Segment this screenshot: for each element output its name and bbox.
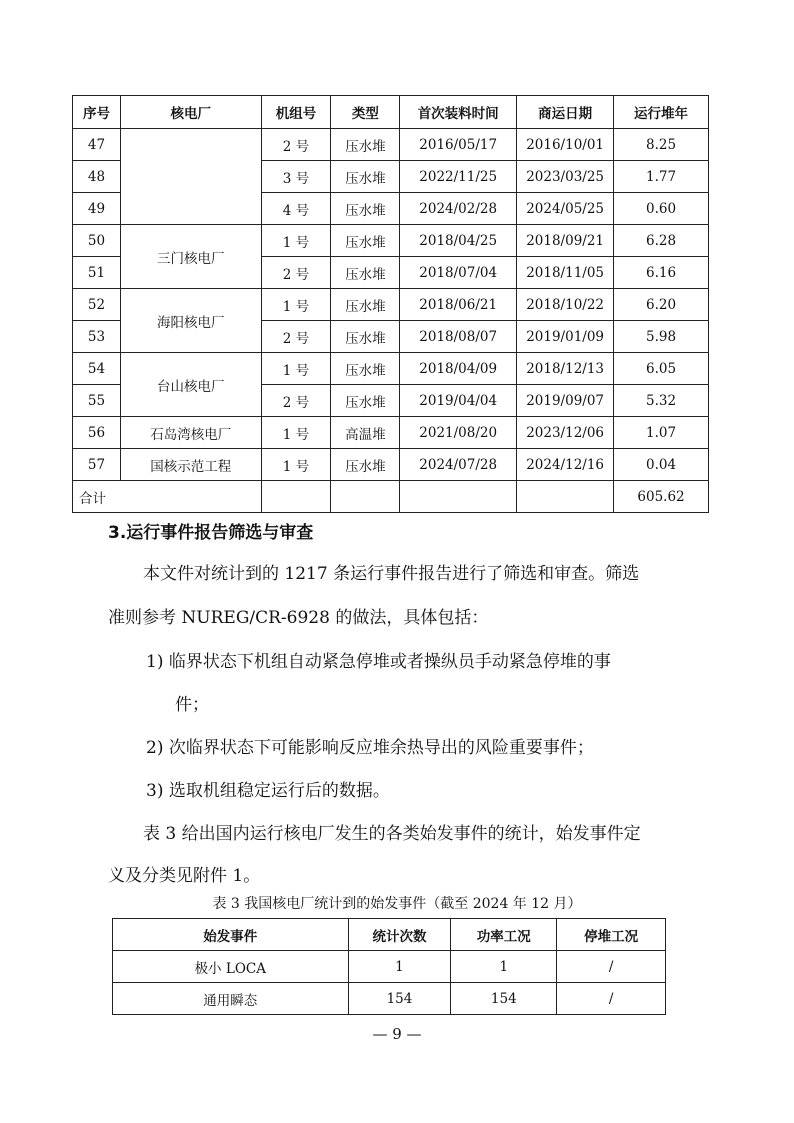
table-header-row bbox=[113, 919, 666, 951]
cell-unit: 2 号 bbox=[261, 321, 331, 353]
cell-type: 压水堆 bbox=[331, 129, 400, 161]
cell-plant: 石岛湾核电厂 bbox=[120, 417, 261, 449]
total-value: 605.62 bbox=[614, 481, 709, 513]
section-heading: 3.运行事件报告筛选与审查 bbox=[108, 523, 314, 543]
cell-no: 48 bbox=[73, 161, 121, 193]
cell-type: 压水堆 bbox=[331, 225, 400, 257]
cell-unit: 1 号 bbox=[261, 289, 331, 321]
cell-commercial-date: 2018/10/22 bbox=[517, 289, 614, 321]
cell-reactor-years: 6.16 bbox=[614, 257, 709, 289]
cell-empty bbox=[400, 481, 517, 513]
cell-type: 压水堆 bbox=[331, 161, 400, 193]
cell-type: 压水堆 bbox=[331, 193, 400, 225]
cell-no: 52 bbox=[73, 289, 121, 321]
table-row bbox=[73, 417, 709, 449]
table-row bbox=[73, 449, 709, 481]
cell-no: 51 bbox=[73, 257, 121, 289]
cell-first-load: 2016/05/17 bbox=[400, 129, 517, 161]
cell-type: 压水堆 bbox=[331, 289, 400, 321]
page-number: — 9 — bbox=[372, 1025, 422, 1043]
paragraph-line: 义及分类见附件 1。 bbox=[108, 866, 261, 886]
cell-unit: 1 号 bbox=[261, 417, 331, 449]
cell-no: 57 bbox=[73, 449, 121, 481]
cell-commercial-date: 2023/03/25 bbox=[517, 161, 614, 193]
table-row bbox=[113, 951, 666, 983]
cell-commercial-date: 2019/09/07 bbox=[517, 385, 614, 417]
table-row bbox=[113, 983, 666, 1015]
cell-plant: 台山核电厂 bbox=[120, 353, 261, 417]
cell-commercial-date: 2018/09/21 bbox=[517, 225, 614, 257]
reactor-units-table bbox=[72, 95, 709, 513]
list-item-1: 1) 临界状态下机组自动紧急停堆或者操纵员手动紧急停堆的事 bbox=[146, 652, 611, 672]
cell-commercial-date: 2024/12/16 bbox=[517, 449, 614, 481]
header-power-mode: 功率工况 bbox=[451, 919, 557, 951]
header-unit: 机组号 bbox=[261, 96, 331, 129]
cell-event: 通用瞬态 bbox=[113, 983, 349, 1015]
header-no: 序号 bbox=[73, 96, 121, 129]
cell-plant bbox=[120, 129, 261, 225]
paragraph-line: 准则参考 NUREG/CR-6928 的做法，具体包括： bbox=[108, 608, 489, 628]
header-count: 统计次数 bbox=[348, 919, 451, 951]
cell-commercial-date: 2023/12/06 bbox=[517, 417, 614, 449]
list-item-1-continued: 件； bbox=[175, 695, 209, 715]
initiating-events-table bbox=[112, 918, 666, 1015]
cell-power-mode: 154 bbox=[451, 983, 557, 1015]
cell-first-load: 2024/07/28 bbox=[400, 449, 517, 481]
cell-plant: 海阳核电厂 bbox=[120, 289, 261, 353]
cell-no: 53 bbox=[73, 321, 121, 353]
cell-shutdown-mode: / bbox=[557, 983, 666, 1015]
cell-no: 56 bbox=[73, 417, 121, 449]
table-row bbox=[73, 289, 709, 321]
header-plant: 核电厂 bbox=[120, 96, 261, 129]
header-event: 始发事件 bbox=[113, 919, 349, 951]
cell-shutdown-mode: / bbox=[557, 951, 666, 983]
list-item-3: 3) 选取机组稳定运行后的数据。 bbox=[146, 781, 390, 801]
cell-unit: 1 号 bbox=[261, 353, 331, 385]
cell-unit: 3 号 bbox=[261, 161, 331, 193]
cell-unit: 2 号 bbox=[261, 385, 331, 417]
cell-unit: 1 号 bbox=[261, 225, 331, 257]
header-first-load: 首次装料时间 bbox=[400, 96, 517, 129]
header-commercial-date: 商运日期 bbox=[517, 96, 614, 129]
cell-first-load: 2018/07/04 bbox=[400, 257, 517, 289]
cell-commercial-date: 2016/10/01 bbox=[517, 129, 614, 161]
cell-power-mode: 1 bbox=[451, 951, 557, 983]
cell-type: 压水堆 bbox=[331, 449, 400, 481]
cell-reactor-years: 1.07 bbox=[614, 417, 709, 449]
cell-reactor-years: 0.60 bbox=[614, 193, 709, 225]
list-item-2: 2) 次临界状态下可能影响反应堆余热导出的风险重要事件； bbox=[146, 738, 594, 758]
cell-no: 47 bbox=[73, 129, 121, 161]
cell-unit: 1 号 bbox=[261, 449, 331, 481]
cell-type: 压水堆 bbox=[331, 321, 400, 353]
table-row bbox=[73, 225, 709, 257]
paragraph-line: 表 3 给出国内运行核电厂发生的各类始发事件的统计，始发事件定 bbox=[143, 824, 641, 844]
table-row bbox=[73, 129, 709, 161]
cell-plant: 国核示范工程 bbox=[120, 449, 261, 481]
table-header-row bbox=[73, 96, 709, 129]
cell-empty bbox=[331, 481, 400, 513]
cell-first-load: 2021/08/20 bbox=[400, 417, 517, 449]
cell-first-load: 2018/08/07 bbox=[400, 321, 517, 353]
header-shutdown-mode: 停堆工况 bbox=[557, 919, 666, 951]
cell-no: 54 bbox=[73, 353, 121, 385]
cell-reactor-years: 0.04 bbox=[614, 449, 709, 481]
cell-commercial-date: 2018/12/13 bbox=[517, 353, 614, 385]
cell-commercial-date: 2024/05/25 bbox=[517, 193, 614, 225]
cell-empty bbox=[261, 481, 331, 513]
cell-event: 极小 LOCA bbox=[113, 951, 349, 983]
header-type: 类型 bbox=[331, 96, 400, 129]
cell-no: 50 bbox=[73, 225, 121, 257]
cell-commercial-date: 2019/01/09 bbox=[517, 321, 614, 353]
cell-reactor-years: 6.05 bbox=[614, 353, 709, 385]
header-reactor-years: 运行堆年 bbox=[614, 96, 709, 129]
cell-type: 高温堆 bbox=[331, 417, 400, 449]
cell-reactor-years: 1.77 bbox=[614, 161, 709, 193]
cell-no: 49 bbox=[73, 193, 121, 225]
cell-type: 压水堆 bbox=[331, 257, 400, 289]
cell-first-load: 2018/04/09 bbox=[400, 353, 517, 385]
cell-unit: 2 号 bbox=[261, 129, 331, 161]
cell-commercial-date: 2018/11/05 bbox=[517, 257, 614, 289]
cell-no: 55 bbox=[73, 385, 121, 417]
cell-reactor-years: 8.25 bbox=[614, 129, 709, 161]
cell-empty bbox=[517, 481, 614, 513]
cell-type: 压水堆 bbox=[331, 385, 400, 417]
cell-reactor-years: 6.20 bbox=[614, 289, 709, 321]
cell-first-load: 2024/02/28 bbox=[400, 193, 517, 225]
paragraph-line: 本文件对统计到的 1217 条运行事件报告进行了筛选和审查。筛选 bbox=[143, 564, 640, 584]
cell-reactor-years: 5.98 bbox=[614, 321, 709, 353]
cell-unit: 4 号 bbox=[261, 193, 331, 225]
total-row bbox=[73, 481, 709, 513]
cell-type: 压水堆 bbox=[331, 353, 400, 385]
cell-first-load: 2018/04/25 bbox=[400, 225, 517, 257]
cell-first-load: 2022/11/25 bbox=[400, 161, 517, 193]
cell-unit: 2 号 bbox=[261, 257, 331, 289]
cell-reactor-years: 5.32 bbox=[614, 385, 709, 417]
cell-reactor-years: 6.28 bbox=[614, 225, 709, 257]
cell-plant: 三门核电厂 bbox=[120, 225, 261, 289]
cell-first-load: 2019/04/04 bbox=[400, 385, 517, 417]
table-caption: 表 3 我国核电厂统计到的始发事件（截至 2024 年 12 月） bbox=[212, 896, 582, 912]
cell-count: 1 bbox=[348, 951, 451, 983]
total-label: 合计 bbox=[73, 481, 262, 513]
cell-first-load: 2018/06/21 bbox=[400, 289, 517, 321]
cell-count: 154 bbox=[348, 983, 451, 1015]
table-row bbox=[73, 353, 709, 385]
